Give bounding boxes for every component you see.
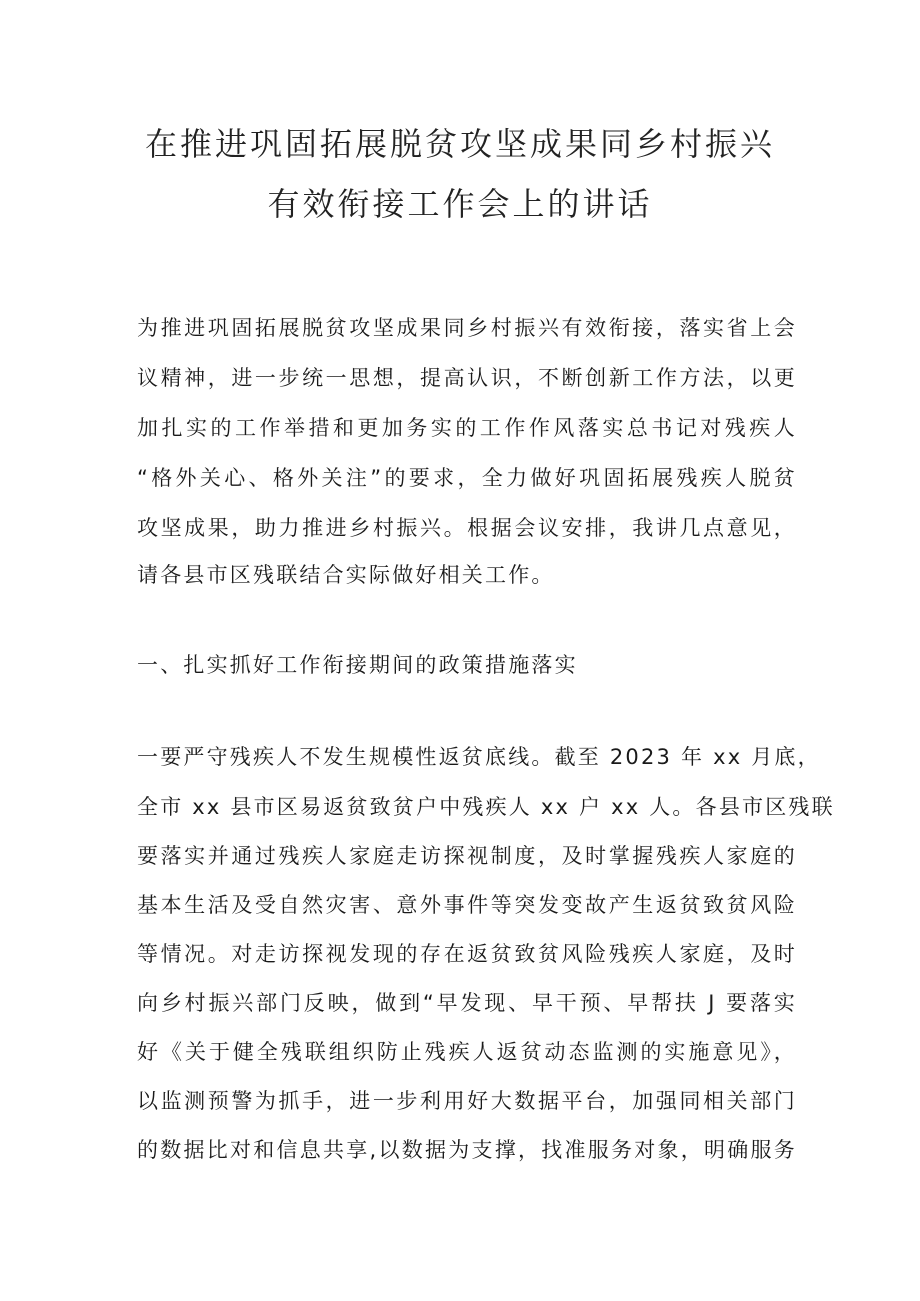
body-paragraph-line: 一要严守残疾人不发生规模性返贫底线。截至 2023 年 xx 月底，	[137, 745, 821, 769]
intro-paragraph-line: 为推进巩固拓展脱贫攻坚成果同乡村振兴有效衔接，落实省上会	[137, 316, 797, 340]
intro-paragraph-line: 加扎实的工作举措和更加务实的工作作风落实总书记对残疾人	[137, 416, 797, 440]
body-paragraph-line: 好《关于健全残联组织防止残疾人返贫动态监测的实施意见》，	[137, 1040, 797, 1064]
intro-paragraph-line: 请各县市区残联结合实际做好相关工作。	[137, 563, 555, 587]
body-paragraph-line: 向乡村振兴部门反映，做到“早发现、早干预、早帮扶 J 要落实	[137, 991, 797, 1015]
body-paragraph-line: 的数据比对和信息共享,以数据为支撑，找准服务对象，明确服务	[137, 1138, 797, 1162]
intro-paragraph-line: 议精神，进一步统一思想，提高认识，不断创新工作方法，以更	[137, 366, 797, 390]
document-title-line-1: 在推进巩固拓展脱贫攻坚成果同乡村振兴	[144, 125, 775, 163]
body-paragraph-line: 全市 xx 县市区易返贫致贫户中残疾人 xx 户 xx 人。各县市区残联	[137, 795, 835, 819]
intro-paragraph-line: “格外关心、格外关注”的要求，全力做好巩固拓展残疾人脱贫	[137, 466, 797, 490]
body-paragraph-line: 以监测预警为抓手，进一步利用好大数据平台，加强同相关部门	[137, 1089, 797, 1113]
body-paragraph-line: 等情况。对走访探视发现的存在返贫致贫风险残疾人家庭，及时	[137, 942, 797, 966]
body-paragraph-line: 要落实并通过残疾人家庭走访探视制度，及时掌握残疾人家庭的	[137, 844, 797, 868]
document-title-line-2: 有效衔接工作会上的讲话	[267, 185, 653, 223]
body-paragraph-line: 基本生活及受自然灾害、意外事件等突发变故产生返贫致贫风险	[137, 893, 797, 917]
section-heading: 一、扎实抓好工作衔接期间的政策措施落实	[137, 653, 578, 677]
intro-paragraph-line: 攻坚成果，助力推进乡村振兴。根据会议安排，我讲几点意见，	[137, 516, 797, 540]
